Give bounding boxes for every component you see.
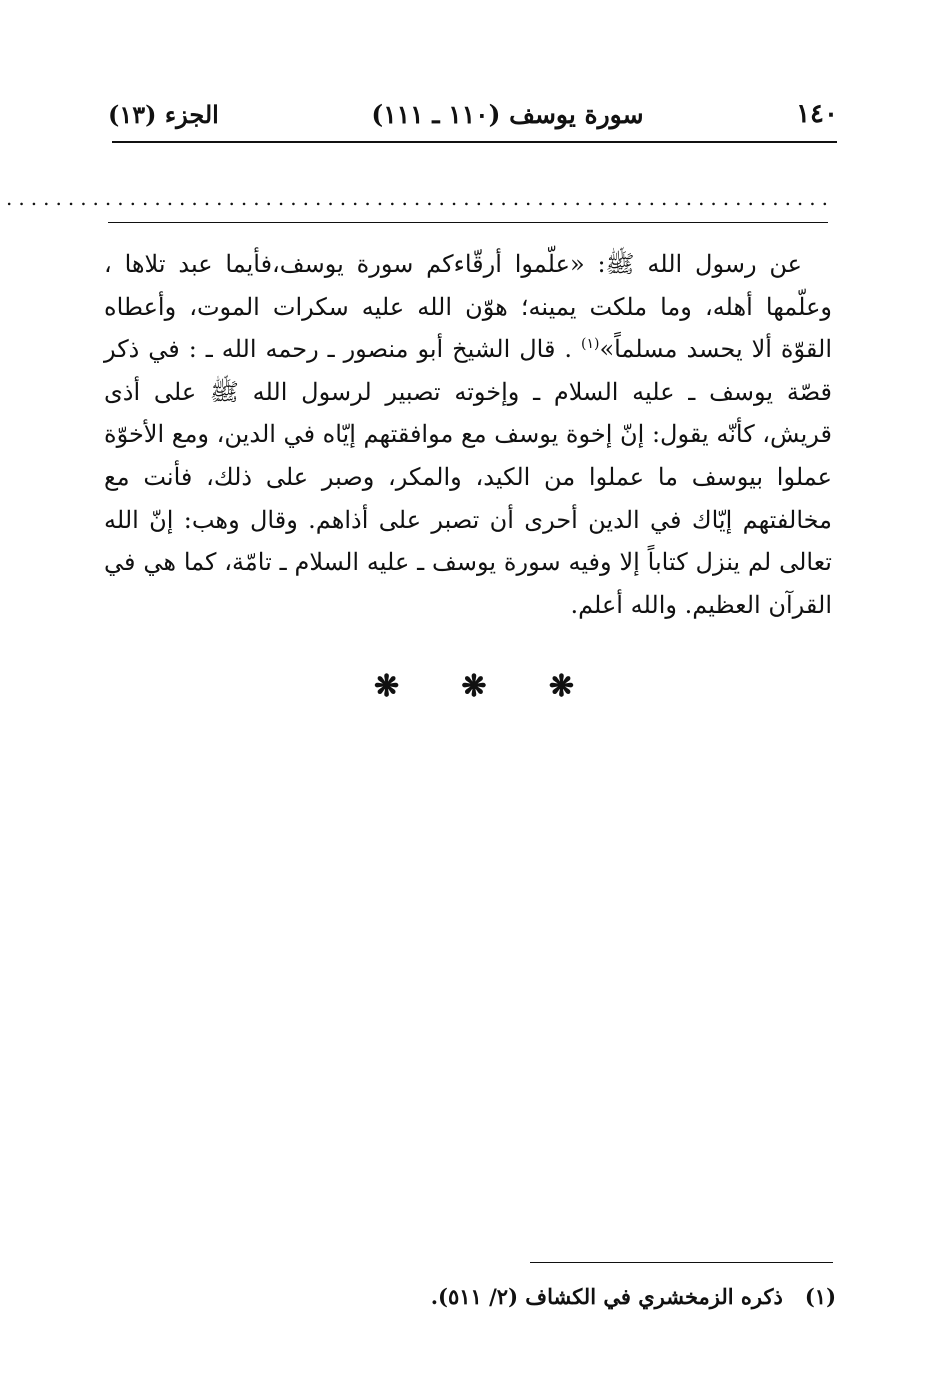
page-number: ١٤٠ — [796, 99, 838, 129]
dotted-separator: ................................................................... — [6, 186, 834, 210]
page-header — [108, 94, 838, 134]
header-divider — [112, 141, 837, 143]
footnote-number: (١) — [804, 1284, 836, 1309]
body-text-part-2: . قال الشيخ أبو منصور ـ رحمه الله ـ : في ذكر قصّة يوسف ـ عليه السلام ـ وإخوته تصبير لرسول الله ﷺ على أذى قريش، كأنّه يقول: إنّ إخوة يوسف مع موافقتهم إيّاه في الدين، ومع الأخوّة عملوا بيوسف ما عملوا من الكيد، والمكر، وصبر على ذلك، فأنت مع مخالفتهم إيّاك في الدين أحرى أن تصبر على أذاهم. وقال وهب: إنّ الله تعالى لم ينزل كتاباً إلا وفيه سورة يوسف ـ عليه السلام ـ تامّة، كما هي في القرآن العظيم. والله أعلم. — [104, 335, 832, 619]
star-ornament-icon: ❋ — [548, 668, 574, 704]
star-ornament-icon: ❋ — [374, 668, 400, 704]
footnote — [380, 1284, 836, 1309]
body-paragraph — [104, 243, 832, 626]
section-end-ornament — [374, 668, 574, 704]
footnote-divider — [530, 1262, 833, 1263]
juz-label: الجزء (١٣) — [108, 99, 219, 129]
footnote-reference: (١) — [580, 336, 600, 353]
star-ornament-icon: ❋ — [461, 668, 487, 704]
section-divider — [108, 222, 828, 223]
footnote-text: ذكره الزمخشري في الكشاف (٢/ ٥١١). — [430, 1284, 783, 1309]
surah-title: سورة يوسف (١١٠ ـ ١١١) — [371, 99, 644, 129]
body-text-part-1: عن رسول الله ﷺ: «علّموا أرقّاءكم سورة يوسف،فأيما عبد تلاها ، وعلّمها أهله، وما ملكت يمينه؛ هوّن الله عليه سكرات الموت، وأعطاه القوّة ألا يحسد مسلماً» — [104, 250, 832, 364]
